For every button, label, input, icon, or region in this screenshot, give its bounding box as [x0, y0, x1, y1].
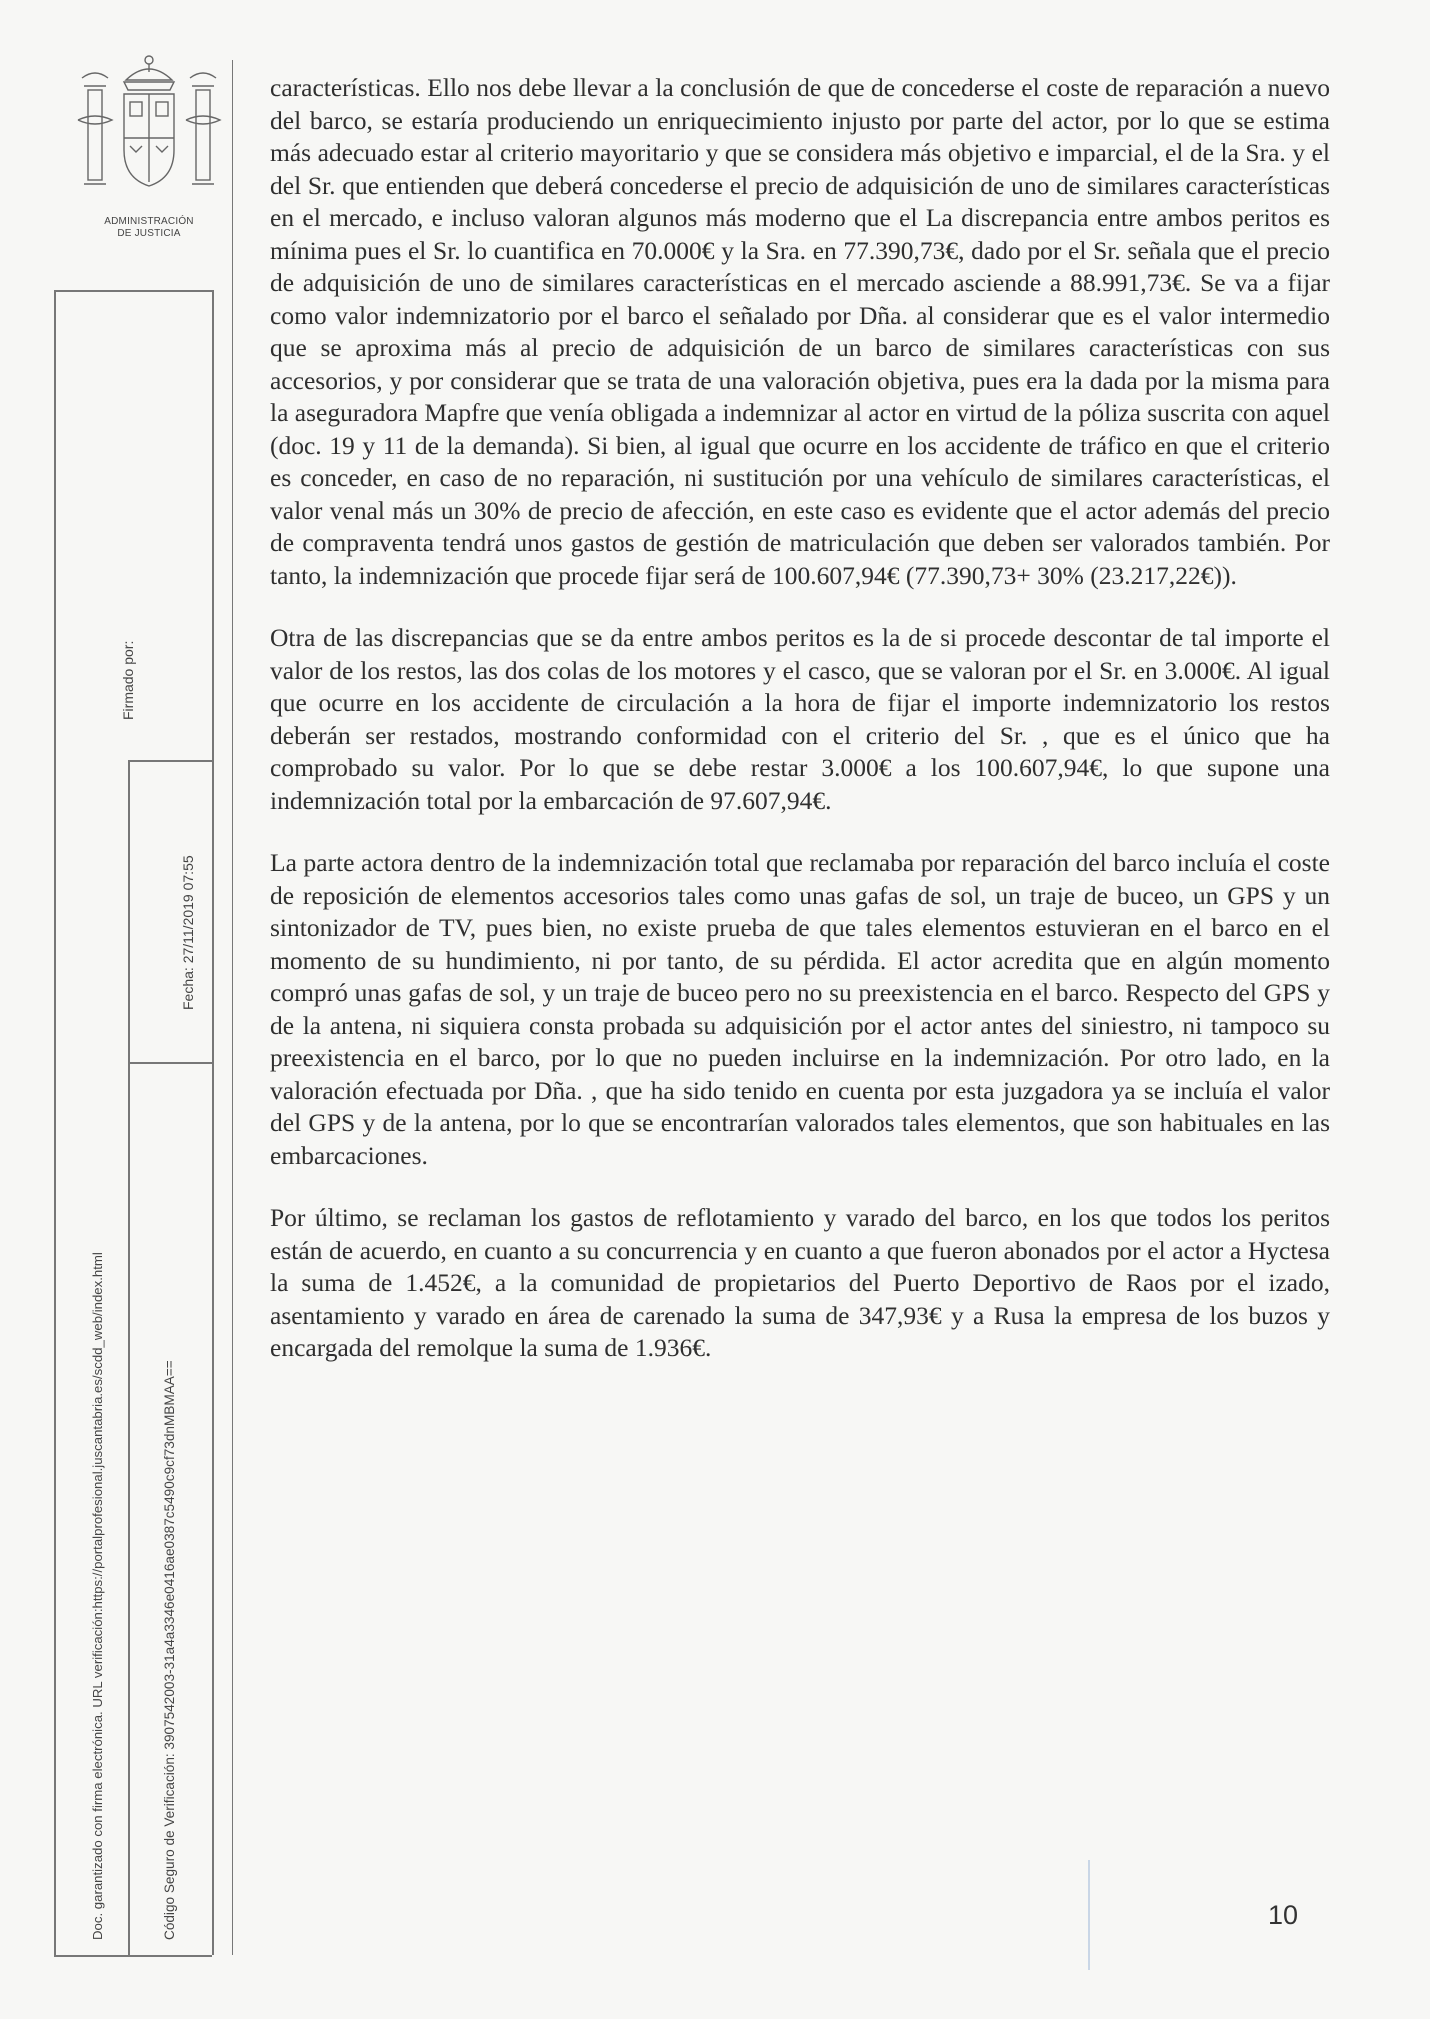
- document-body: [270, 72, 1330, 1395]
- signature-date: Fecha: 27/11/2019 07:55: [180, 855, 196, 1010]
- institution-line1: ADMINISTRACIÓN: [104, 216, 194, 227]
- verification-code: Código Seguro de Verificación: 3907542003-31a4a3346e0416ae0387c5490c9cf73dnMBMAA==: [162, 1360, 177, 1940]
- margin-top-border: [54, 290, 212, 292]
- scan-artifact-line: [1088, 1860, 1090, 1970]
- paragraph-3: La parte actora dentro de la indemnización total que reclamaba por reparación del barco incluía el coste de reposición de elementos accesorios tales como unas gafas de sol, un traje de buceo, un GPS y un sintonizador de TV, pues bien, no existe prueba de que tales elementos estuvieran en el barco en el momento de su hundimiento, ni por tanto, de su pérdida. El actor acredita que en algún momento compró unas gafas de sol, y un traje de buceo pero no su preexistencia en el barco. Respecto del GPS y de la antena, ni siquiera consta probada su adquisición por el actor antes del siniestro, ni tampoco su preexistencia en el barco, por lo que no pueden incluirse en la indemnización. Por otro lado, en la valoración efectuada por Dña. , que ha sido tenido en cuenta por esta juzgadora ya se incluía el valor del GPS y de la antena, por lo que se encontrarían valorados tales elementos, que son habituales en las embarcaciones.: [270, 848, 1330, 1170]
- margin-border-left: [54, 290, 56, 1955]
- paragraph-2: Otra de las discrepancias que se da entre ambos peritos es la de si procede descontar de tal importe el valor de los restos, las dos colas de los motores y el casco, que se valoran por el Sr. en 3.000€. Al igual que ocurre en los accidente de circulación a la hora de fijar el importe indemnizatorio los restos deberán ser restados, mostrando conformidad con el criterio del Sr. , que es el único que ha comprobado su valor. Por lo que se debe restar 3.000€ a los 100.607,94€, lo que supone una indemnización total por la embarcación de 97.607,94€.: [270, 623, 1330, 815]
- paragraph-1: características. Ello nos debe llevar a la conclusión de que de concederse el coste de reparación a nuevo del barco, se estaría produciendo un enriquecimiento injusto por parte del actor, por lo que se estima más adecuado estar al criterio mayoritario y que se considera más objetivo e imparcial, el de la Sra. y el del Sr. que entienden que deberá concederse el precio de adquisición de uno de similares características en el mercado, e incluso valoran algunos más moderno que el La discrepancia entre ambos peritos es mínima pues el Sr. lo cuantifica en 70.000€ y la Sra. en 77.390,73€, dado por el Sr. señala que el precio de adquisición de uno de similares características en el mercado asciende a 88.991,73€. Se va a fijar como valor indemnizatorio por el barco el señalado por Dña. al considerar que es el valor intermedio que se aproxima más al precio de adquisición de un barco de similares características con sus accesorios, y por considerar que se trata de una valoración objetiva, pues era la dada por la misma para la aseguradora Mapfre que venía obligada a indemnizar al actor en virtud de la póliza suscrita con aquel (doc. 19 y 11 de la demanda). Si bien, al igual que ocurre en los accidente de tráfico en que el criterio es conceder, en caso de no reparación, ni sustitución por una vehículo de similares características, el valor venal más un 30% de precio de afección, en este caso es evidente que el actor además del precio de compraventa tendrá unos gastos de gestión de matriculación que deben ser valorados también. Por tanto, la indemnización que procede fijar será de 100.607,94€ (77.390,73+ 30% (23.217,22€)).: [270, 73, 1330, 590]
- margin-mid-border-2: [128, 1062, 212, 1064]
- paragraph-4: Por último, se reclaman los gastos de reflotamiento y varado del barco, en los que todos los peritos están de acuerdo, en cuanto a su concurrencia y en cuanto a que fueron abonados por el actor a Hyctesa la suma de 1.452€, a la comunidad de propietarios del Puerto Deportivo de Raos por el izado, asentamiento y varado en área de carenado la suma de 347,93€ y a Rusa la empresa de los buzos y encargada del remolque la suma de 1.936€.: [270, 1203, 1330, 1362]
- coat-of-arms-icon: [64, 50, 234, 210]
- signed-by-label: Firmado por:: [120, 640, 136, 720]
- margin-bottom-border: [54, 1955, 212, 1957]
- page-number: 10: [1268, 1900, 1299, 1930]
- margin-divider-2: [212, 290, 214, 1955]
- margin-mid-border: [128, 760, 212, 762]
- margin-divider-1: [128, 760, 130, 1955]
- institution-line2: DE JUSTICIA: [117, 228, 181, 239]
- verification-url: Doc. garantizado con firma electrónica. URL verificación:https://portalprofesional.juscantabria.es/scdd_web/index.html: [90, 1252, 105, 1940]
- institution-label: [54, 216, 244, 240]
- margin-divider-3: [232, 60, 233, 1955]
